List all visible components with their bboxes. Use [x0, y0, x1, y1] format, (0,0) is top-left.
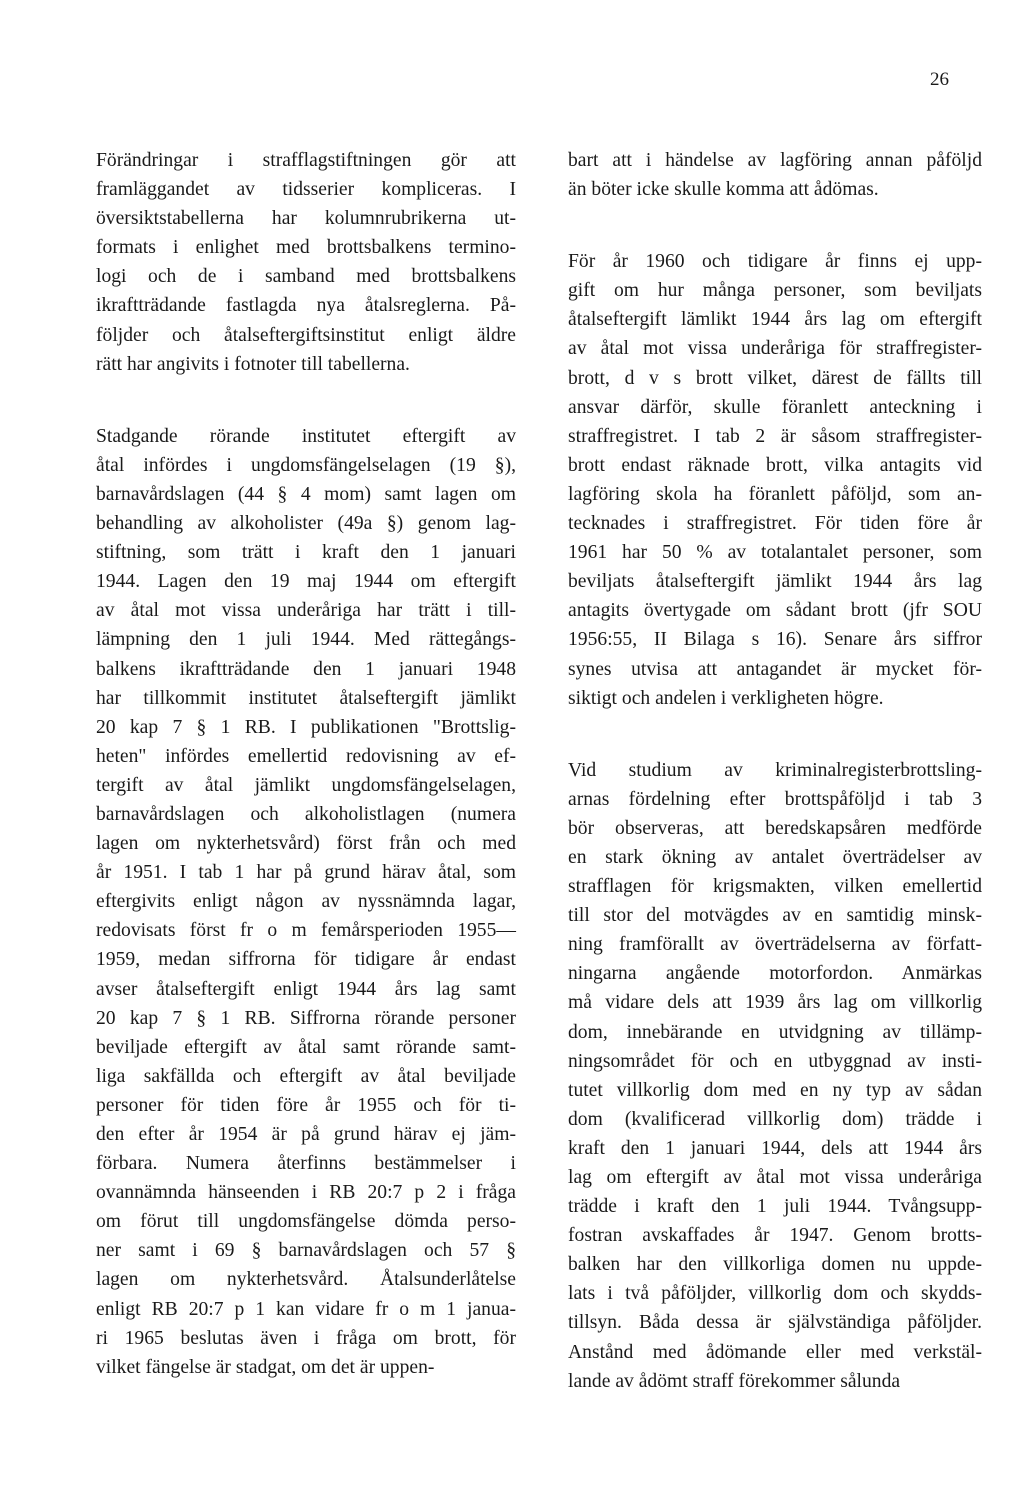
text-line: behandling av alkoholister (49a §) genom lag- — [96, 513, 516, 535]
text-line: trädde i kraft den 1 juli 1944. Tvångsupp- — [568, 1196, 982, 1218]
text-line: 1956:55, II Bilaga s 16). Senare års siffror — [568, 629, 982, 651]
text-line: lagen om nykterhetsvård. Åtalsunderlåtelse — [96, 1269, 516, 1291]
paragraph-gap — [568, 713, 982, 756]
text-line: enligt RB 20:7 p 1 kan vidare fr o m 1 janua- — [96, 1298, 516, 1320]
text-line: kraft den 1 januari 1944, dels att 1944 års — [568, 1137, 982, 1159]
text-line: lag om eftergift av åtal mot vissa underåriga — [568, 1167, 982, 1188]
text-line: stiftning, som trätt i kraft den 1 januari — [96, 542, 516, 564]
left-column — [96, 146, 516, 1382]
text-line: beviljats åtalseftergift jämlikt 1944 års lag — [568, 571, 982, 593]
text-line: formats i enlighet med brottsbalkens termino- — [96, 237, 516, 259]
paragraph-gap — [568, 204, 982, 247]
right-column — [568, 146, 982, 1396]
text-line: översiktstabellerna har kolumnrubrikerna ut- — [96, 208, 516, 230]
text-line: bart att i händelse av lagföring annan påföljd — [568, 150, 982, 171]
text-line: ning framförallt av överträdelserna av författ- — [568, 934, 982, 956]
text-line: 20 kap 7 § 1 RB. Siffrorna rörande personer — [96, 1007, 516, 1029]
text-line: Anstånd med ådömande eller med verkstäl- — [568, 1341, 982, 1363]
right-paragraph-3 — [568, 756, 982, 1396]
text-line: avser åtalseftergift enligt 1944 års lag samt — [96, 978, 516, 1000]
text-line: brott, d v s brott vilket, därest de fällts till — [568, 367, 982, 389]
text-line: balkens ikraftträdande den 1 januari 1948 — [96, 658, 516, 680]
text-line: ikraftträdande fastlagda nya åtalsreglerna. På- — [96, 295, 516, 317]
text-line: vilket fängelse är stadgat, om det är uppen- — [96, 1356, 435, 1378]
text-line: beviljade eftergift av åtal samt rörande samt- — [96, 1036, 516, 1058]
text-line: Stadgande rörande institutet eftergift av — [96, 425, 516, 447]
text-line: åtalseftergift lämlikt 1944 års lag om eftergift — [568, 309, 982, 331]
page-number: 26 — [930, 69, 949, 90]
text-line: 1944. Lagen den 19 maj 1944 om eftergift — [96, 571, 516, 593]
text-line: fostran avskaffades år 1947. Genom brotts- — [568, 1225, 982, 1247]
text-line: Vid studium av kriminalregisterbrottsling- — [568, 759, 982, 781]
text-line: siktigt och andelen i verkligheten högre. — [568, 687, 884, 709]
text-line: logi och de i samband med brottsbalkens — [96, 266, 516, 288]
text-line: antagits övertygade om sådant brott (jfr SOU — [568, 600, 982, 622]
text-line: lagföring skola ha föranlett påföljd, som an- — [568, 483, 982, 505]
text-line: För år 1960 och tidigare år finns ej upp- — [568, 251, 982, 273]
right-paragraph-2 — [568, 247, 982, 713]
text-line: arnas fördelning efter brottspåföljd i tab 3 — [568, 788, 982, 810]
text-line: heten" infördes emellertid redovisning av ef- — [96, 745, 516, 767]
text-line: ansvar därför, skulle föranlett anteckning i — [568, 396, 982, 418]
paragraph-gap — [96, 379, 516, 422]
text-line: av åtal mot vissa underåriga för straffregister- — [568, 338, 982, 360]
text-line: Förändringar i strafflagstiftningen gör att — [96, 150, 516, 171]
text-line: ningsområdet för och en utbyggnad av insti- — [568, 1050, 982, 1072]
text-line: personer för tiden före år 1955 och för ti- — [96, 1094, 516, 1116]
text-line: ovannämnda hänseenden i RB 20:7 p 2 i fråga — [96, 1182, 516, 1204]
text-line: tergift av åtal jämlikt ungdomsfängelselagen, — [96, 774, 516, 796]
text-line: om förut till ungdomsfängelse dömda perso- — [96, 1211, 516, 1233]
text-line: dom (kvalificerad villkorlig dom) trädde i — [568, 1108, 982, 1130]
text-line: eftergivits enligt någon av nyssnämnda lagar, — [96, 891, 516, 913]
text-line: följder och åtalseftergiftsinstitut enligt äldre — [96, 324, 516, 346]
text-line: bör observeras, att beredskapsåren medförde — [568, 817, 982, 839]
text-line: förbara. Numera återfinns bestämmelser i — [96, 1153, 516, 1175]
text-line: år 1951. I tab 1 har på grund härav åtal, som — [96, 862, 516, 884]
text-line: ner samt i 69 § barnavårdslagen och 57 § — [96, 1240, 516, 1262]
text-line: ningarna angående motorfordon. Anmärkas — [568, 963, 982, 985]
text-line: åtal infördes i ungdomsfängelselagen (19 §), — [96, 454, 516, 476]
text-line: framläggandet av tidsserier kompliceras. I — [96, 179, 516, 201]
text-line: rätt har angivits i fotnoter till tabellerna. — [96, 353, 410, 375]
right-paragraph-1 — [568, 146, 982, 204]
text-line: straffregistret. I tab 2 är såsom straffregister- — [568, 425, 982, 447]
text-line: redovisats först fr o m femårsperioden 1955— — [96, 920, 516, 942]
text-line: har tillkommit institutet åtalseftergift jämlikt — [96, 687, 516, 709]
text-line: lämpning den 1 juli 1944. Med rättegångs- — [96, 629, 516, 651]
text-line: den efter år 1954 är på grund härav ej jäm- — [96, 1124, 516, 1145]
text-line: gift om hur många personer, som beviljats — [568, 280, 982, 302]
text-line: lagen om nykterhetsvård) först från och med — [96, 833, 516, 855]
text-line: en stark ökning av antalet överträdelser av — [568, 846, 982, 868]
text-line: barnavårdslagen och alkoholistlagen (numera — [96, 803, 516, 825]
text-line: av åtal mot vissa underåriga har trätt i till- — [96, 600, 516, 622]
left-paragraph-2 — [96, 422, 516, 1382]
text-line: lande av ådömt straff förekommer sålunda — [568, 1370, 901, 1392]
left-paragraph-1 — [96, 146, 516, 379]
text-line: strafflagen för krigsmakten, vilken emellertid — [568, 876, 982, 898]
text-line: synes utvisa att antagandet är mycket för- — [568, 658, 982, 680]
text-line: tutet villkorlig dom med en ny typ av sådan — [568, 1079, 982, 1101]
text-line: till stor del motvägdes av en samtidig minsk- — [568, 905, 982, 927]
text-line: liga sakfällda och eftergift av åtal beviljade — [96, 1065, 516, 1087]
text-line: lats i två påföljder, villkorlig dom och skydds- — [568, 1283, 982, 1305]
text-line: tillsyn. Båda dessa är självständiga påföljder. — [568, 1312, 982, 1334]
text-line: brott endast räknade brott, vilka antagits vid — [568, 454, 982, 476]
text-line: balken har den villkorliga domen nu uppde- — [568, 1254, 982, 1276]
text-line: 1961 har 50 % av totalantalet personer, som — [568, 542, 982, 564]
text-line: än böter icke skulle komma att ådömas. — [568, 179, 879, 201]
text-line: dom, innebärande en utvidgning av tillämp- — [568, 1021, 982, 1043]
text-line: ri 1965 beslutas även i fråga om brott, för — [96, 1327, 516, 1349]
text-line: må vidare dels att 1939 års lag om villkorlig — [568, 992, 982, 1014]
text-line: 20 kap 7 § 1 RB. I publikationen "Brottslig- — [96, 716, 516, 738]
text-line: barnavårdslagen (44 § 4 mom) samt lagen om — [96, 483, 516, 505]
text-line: tecknades i straffregistret. För tiden före år — [568, 513, 982, 535]
text-line: 1959, medan siffrorna för tidigare år endast — [96, 949, 516, 971]
